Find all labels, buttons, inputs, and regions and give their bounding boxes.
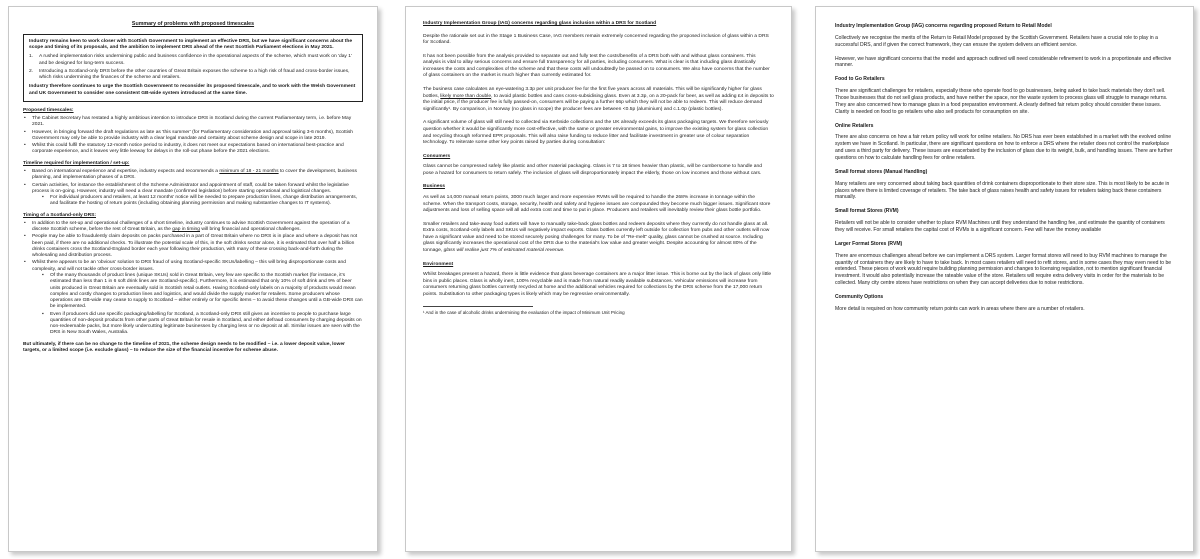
list-item: • Certain activities, for instance the establishment of the Scheme Administrator and appointment of staff, could be taken forward whilst the legislative process is on-going. However, industry will need a clear mandate (confirmed legislation) before starting operational and logistical changes. ▪ For individual producers and retailers, at least 12 months' notice will be needed to prepare production lines, change distribution arrangements, and facilitate the hosting of return points (including obtaining planning permission and making substantive changes to IT systems).	[23, 183, 363, 208]
footnote-divider	[423, 306, 533, 307]
paragraph: The business case calculates an eye-watering 3.3p per unit producer fee for the first five years across all materials. This will be significantly higher for glass bottles, likely more than double, to avoid plastic bottles and cans cross-subsidising glass. Even at 3.3p, on a 20-pack for beer, as well as adding £4 in deposits to the initial price, if the producer fee is fully passed-on, consumers will be paying a further 66p which they will not be able to redeem. This will reduce demand significantly¹. By comparison, in Norway (no glass in scope) the producer fees are between <0.5p (aluminium) and c.1.0p (plastic bottles).	[423, 87, 774, 112]
paragraph: Smaller retailers and take-away food outlets will have to manually take-back glass bottles and redeem deposits where they currently do not handle glass at all. Extra costs, Scotland-only labels and SKUs will negatively impact exports. Glass bottles currently left outside for collection from pubs and other outlets will now have a significant value and need to be stored securely posing challenges for many. To be of "Re-melt" quality, glass cannot be crushed at source. Including glass significantly increases the operational cost of the DRS due to the material's low value and greater weight. Despite accounting for almost 80% of the tonnage, glass will realise just 7% of estimated material revenue.	[423, 221, 770, 254]
paragraph: There are enormous challenges ahead before we can implement a DRS system. Larger format stores will need to buy RVM machines to manage the quantity of containers they are likely to have to take back. In most cases retailers will need to refit stores, and in some cases they may even need to be extended. These pieces of work would require building planning permission and changes to licensing regulation, not to mention significant financial investment. It would also potentially increase the rateable value of the store. Retailers will require extra delivery visits in order for the materials to be collected. Many city centre stores have restrictions on when they can accept deliveries due to noise restrictions.	[835, 252, 1172, 287]
list-item: • People may be able to fraudulently claim deposits on packs purchased in a part of Great Britain where no DRS is in place and where a deposit has not been paid, if there are no additional checks. To illustrate the potential scale of this, in the soft drinks sector alone, it is estimated that over half a billion drinks containers cross the Scotland-England border each year following their production, with many of these crossing back-and-forth during the wholesaling and distribution process.	[23, 234, 363, 259]
final-statement: But ultimately, if there can be no change to the timeline of 2021, the scheme design needs to be modified – i.e. a lower deposit value, lower targets, or a limited scope (i.e. exclude glass) – to reduce the size of the financial incentive for scheme abuse.	[23, 341, 345, 353]
list-item: • Whilst there appears to be an 'obvious' solution to DRS fraud of using Scotland-specific SKUs/labelling – this will bring disproportionate costs and complexity, and will not tackle other cross-border issues. ▪ Of the many thousands of product lines (unique SKUs) sold in Great Britain, very few are specific to the Scottish market (for instance, it's estimated than less than 1 in 6 soft drink lines are Scotland-specific). Furthermore, it is estimated that only 10% of soft drink and 9% of beer units produced in Great Britain are eventually sold in Scottish retail outlets. Having Scotland-only labels on a majority of products would mean complex and costly changes to production lines and logistics, and would divide the supply market for retailers. Some producers whose operations are GB-wide may cease to supply to Scotland – either entirely or for specific items – to avoid these changes until a GB-wide DRS can be implemented. ▪ Even if producers did use specific packaging/labelling for Scotland, a Scotland-only DRS still gives an incentive to people to purchase large quantities of non-deposit products from other parts of Great Britain for resale in Scotland, and either defraud consumers by charging deposits on non-redeemable packs, but more likely undercutting legitimate businesses by charging less or no deposit at all. Similar issues are seen with the DRS in New South Wales, Australia.	[23, 260, 363, 336]
list-item: • However, in bringing forward the draft regulations as late as 'this summer' (for Parliamentary consideration and approval taking 3-6 months), Scottish Government may only be able to provide industry with a clear legal mandate and certainty about scheme design and scope in late 2019.	[23, 130, 363, 143]
summary-intro: Industry remains keen to work closer with Scottish Government to implement an effective DRS, but we have significant concerns about the scope and timing of its proposals, and the ambition to implement DRS ahead of the next Scottish Parliament elections in May 2021.	[29, 38, 353, 51]
paragraph: However, we have significant concerns that the model and approach outlined will need considerable refinement to work in a proportionate and effective manner.	[835, 55, 1172, 69]
bullet-list	[23, 221, 363, 337]
paragraph: Despite the rationale set out in the Stage 1 Business Case, IAG members remain extremely concerned regarding the proposed inclusion of glass within a DRS for Scotland.	[423, 33, 769, 46]
bullet-list	[23, 116, 363, 156]
paragraph: Collectively we recognise the merits of the Return to Retail Model proposed by the Scottish Government. Retailers have a crucial role to play in a successful DRS, and if given the correct framework, they can ensure the system delivers an efficient service.	[835, 34, 1158, 48]
document-page-2	[405, 6, 792, 552]
sub-bullet-list	[41, 273, 363, 337]
sub-bullet-list	[41, 195, 363, 208]
section-heading: Consumers	[423, 153, 451, 159]
list-item: • Whilst this could fulfil the statutory 12-month notice period to industry, it does not meet our expectations based on international best-practice and corporate experience, and it leaves very little leeway for delays in the roll-out phase before the 2021 elections.	[23, 143, 363, 156]
section-heading: Small format Stores (RVM)	[835, 208, 899, 215]
page-title: Industry Implementation Group (IAG) concerns regarding proposed Return to Retail Model	[835, 23, 1052, 29]
bullet-list	[23, 169, 363, 208]
paragraph: Many retailers are very concerned about taking back quantities of drink containers disproportionate to their store size. This is most likely to be acute in places where there is limited coverage of retailers. The take back of glass raises health and safety issues for retailers taking back these containers manually.	[835, 180, 1170, 201]
footnote: ¹ And in the case of alcoholic drinks undermining the evaluation of the impact of Minimum Unit Pricing	[423, 309, 625, 315]
paragraph: As well as 14,000 manual return points, 3000 much larger and more expensive RVMs will be required to handle the 268% increase in tonnage within the scheme. When the transport costs, storage, security, health and safety and hygiene issues are compounded they become much bigger issues. Significant store adjustments and loss of selling space will all add extra cost and time to put in place. Producers and retailers will inevitably review their glass bottle portfolio.	[423, 194, 771, 214]
paragraph: More detail is required on how community return points can work in areas where there are a number of retailers.	[835, 305, 1085, 312]
paragraph: There are significant challenges for retailers, especially those who operate food to go businesses, being asked to take back materials they don't sell. Those businesses that do not sell glass products, and have neither the space, nor the waste system to process glass will struggle to manage returns. They are also concerned how to manage glass in a food preparation environment. A clearly defined fair return policy should consider these issues. Clarity is needed on food to go retailers who also sell products for consumption on site.	[835, 88, 1168, 115]
section-heading: Small format stores (Manual Handling)	[835, 168, 928, 175]
page-title: Summary of problems with proposed timescales	[131, 21, 255, 27]
paragraph: It has not been possible from the analysis provided to separate out and fully test the costs/benefits of a DRS both with and without glass containers. This analysis is vital to allay serious concerns and ensure full transparency for all parties, including consumers. What is clear is that including glass drastically increases the costs and complexities of the scheme and that these costs will undoubtedly be passed on to consumers. We also have concerns that the number of glass containers on the market is much higher than currently estimated for.	[423, 53, 770, 79]
section-heading: Timeline required for implementation / set-up:	[23, 160, 130, 166]
section-heading: Larger Format Stores (RVM)	[835, 240, 903, 247]
section-heading: Community Options	[835, 294, 884, 301]
summary-box	[23, 34, 363, 102]
list-item: ▪ Even if producers did use specific packaging/labelling for Scotland, a Scotland-only DRS still gives an incentive to people to purchase large quantities of non-deposit products from other parts of Great Britain for resale in Scotland, and either defraud consumers by charging deposits on non-redeemable packs, but more likely undercutting legitimate businesses by charging less or no deposit at all. Similar issues are seen with the DRS in New South Wales, Australia.	[41, 312, 363, 337]
list-item: • The Cabinet Secretary has restated a highly ambitious intention to introduce DRS in Scotland during the current Parliamentary term, i.e. before May 2021.	[23, 116, 363, 129]
section-heading: Business	[423, 184, 445, 190]
list-item: ▪ For individual producers and retailers, at least 12 months' notice will be needed to prepare production lines, change distribution arrangements, and facilitate the hosting of return points (including obtaining planning permission and making substantive changes to IT systems).	[41, 195, 363, 208]
numbered-item: 1. A rushed implementation risks undermining public and business confidence in the operational aspects of the scheme, which must work on 'day 1' and be designed for long-term success.	[29, 54, 352, 66]
numbered-item: 2. Introducing a Scotland-only DRS before the other countries of Great Britain exposes the scheme to a high risk of fraud and cross-border issues, which risks undermining the finances of the scheme and retailers.	[29, 68, 350, 81]
section-heading: Food to Go Retailers	[835, 76, 885, 83]
paragraph: Whilst breakages present a hazard, there is little evidence that glass beverage containers are a major litter issue. This is borne out by the lack of glass only little bins in public places. Glass is wholly inert, 100% recyclable and is made from natural readily available substances. Vehicular emissions will increase from consumers returning glass bottles currently recycled at home and the additional vehicles required for collections by the DRS scheme from the 17,000 return points. Substitution to other packaging types is likely which may be regressive environmentally.	[423, 272, 772, 297]
list-item: ▪ Of the many thousands of product lines (unique SKUs) sold in Great Britain, very few are specific to the Scottish market (for instance, it's estimated than less than 1 in 6 soft drink lines are Scotland-specific). Furthermore, it is estimated that only 10% of soft drink and 9% of beer units produced in Great Britain are eventually sold in Scottish retail outlets. Having Scotland-only labels on a majority of products would mean complex and costly changes to production lines and logistics, and would divide the supply market for retailers. Some producers whose operations are GB-wide may cease to supply to Scotland – either entirely or for specific items – to avoid these changes until a GB-wide DRS can be implemented.	[41, 273, 363, 311]
list-item: • In addition to the set-up and operational challenges of a short timeline, industry continues to advise Scottish Government against the operation of a discrete Scottish scheme, before the rest of Great Britain, as the gap in timing will bring financial and operational challenges.	[23, 221, 363, 234]
paragraph: There are also concerns on how a fair return policy will work for online retailers. No DRS has ever been established in a market with the evolved online system we have in Scotland. In particular, there are significant questions on how to enforce a DRS where the retailer does not control the marketplace and uses a third party for delivery. These issues are exacerbated by the inclusion of glass due to its weight, bulk, and handling issues. There are further questions on how to calculate handling fees for online retailers.	[835, 134, 1173, 162]
page-title: Industry Implementation Group (IAG) concerns regarding glass inclusion within a DRS for Scotland	[423, 21, 657, 26]
paragraph: Glass cannot be compressed safely like plastic and other material packaging. Glass is 7 to 18 times heavier than plastic, will be cumbersome to handle and pose a hazard for consumers to return safely. The inclusion of glass will disproportionately impact the elderly, those on low incomes and those without cars.	[423, 164, 762, 176]
paragraph: Retailers will not be able to consider whether to place RVM Machines until they understand the handling fee, and estimate the quantity of containers they will receive. For small retailers the capital cost of RVMs is a significant concern. Few will have the money available	[835, 220, 1165, 234]
document-page-3	[815, 6, 1194, 552]
section-heading: Online Retailers	[835, 122, 874, 129]
section-heading: Proposed timescales:	[23, 107, 74, 113]
summary-conclusion: Industry therefore continues to urge the Scottish Government to reconsider its proposed timescale, and to work with the Welsh Government and UK Government to consider one consistent GB-wide system introduced at the same time.	[29, 84, 356, 96]
paragraph: A significant volume of glass will still need to collected via Kerbside collections and the UK already exceeds its glass packaging targets. We therefore seriously question whether it would be significantly more cost-effective, with the same or greater environmental gains, to improve the existing system for glass collection and recycling through reformed EPR proposals. This will also raise funding to reduce litter and facilitate investment in greater use of colour separation technology. To reiterate some other key points raised by parties during consultation:	[423, 120, 769, 146]
section-heading: Timing of a Scotland-only DRS:	[23, 212, 96, 218]
section-heading: Environment	[423, 261, 454, 267]
list-item: • Based on international experience and expertise, industry expects and recommends a minimum of 18 - 21 months to cover the development, business planning, and implementation phases of a DRS.	[23, 169, 363, 182]
document-page-1	[8, 6, 378, 552]
